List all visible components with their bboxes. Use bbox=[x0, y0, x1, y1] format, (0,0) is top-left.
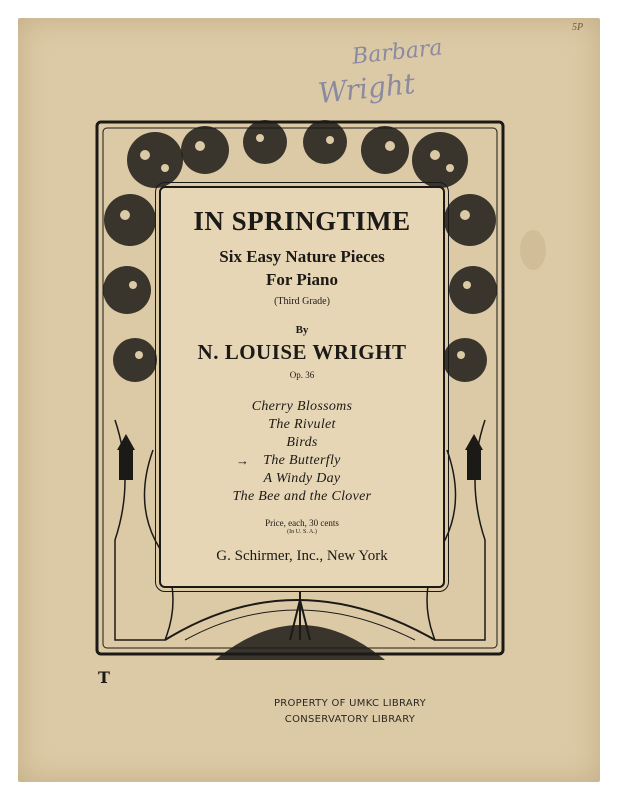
score-subtitle: Six Easy Nature Pieces bbox=[219, 247, 385, 266]
piece-title: Birds bbox=[286, 435, 318, 450]
handwritten-signature-last: Wright bbox=[316, 67, 417, 110]
by-label: By bbox=[295, 324, 309, 336]
instrument-line: For Piano bbox=[266, 270, 338, 289]
piece-title: A Windy Day bbox=[263, 471, 341, 486]
arrow-icon: → bbox=[236, 453, 250, 468]
piece-title-marked bbox=[161, 452, 443, 470]
score-title: IN SPRINGTIME bbox=[193, 206, 411, 236]
stamp-line-2: CONSERVATORY LIBRARY bbox=[284, 714, 416, 725]
handwritten-signature-first: Barbara bbox=[350, 35, 444, 70]
piece-title: Cherry Blossoms bbox=[251, 399, 353, 414]
title-panel bbox=[159, 186, 445, 588]
ground-globe bbox=[215, 625, 385, 660]
library-stamp bbox=[260, 696, 440, 728]
piece-title: The Butterfly bbox=[263, 453, 341, 468]
piece-list bbox=[161, 398, 443, 506]
corner-pencil-mark: 5P bbox=[572, 22, 584, 33]
opus-number: Op. 36 bbox=[289, 370, 315, 380]
stamp-line-1: PROPERTY OF UMKC LIBRARY bbox=[273, 698, 427, 709]
price-note: (In U. S. A.) bbox=[287, 529, 317, 535]
paper-stain bbox=[520, 230, 546, 270]
price-line: Price, each, 30 cents bbox=[265, 518, 339, 528]
piece-title: The Bee and the Clover bbox=[232, 489, 372, 504]
piece-title: The Rivulet bbox=[268, 417, 336, 432]
publisher-line: G. Schirmer, Inc., New York bbox=[216, 548, 388, 564]
edition-mark: T bbox=[98, 668, 110, 687]
grade-level: (Third Grade) bbox=[274, 296, 330, 307]
composer-name: N. LOUISE WRIGHT bbox=[197, 340, 407, 364]
